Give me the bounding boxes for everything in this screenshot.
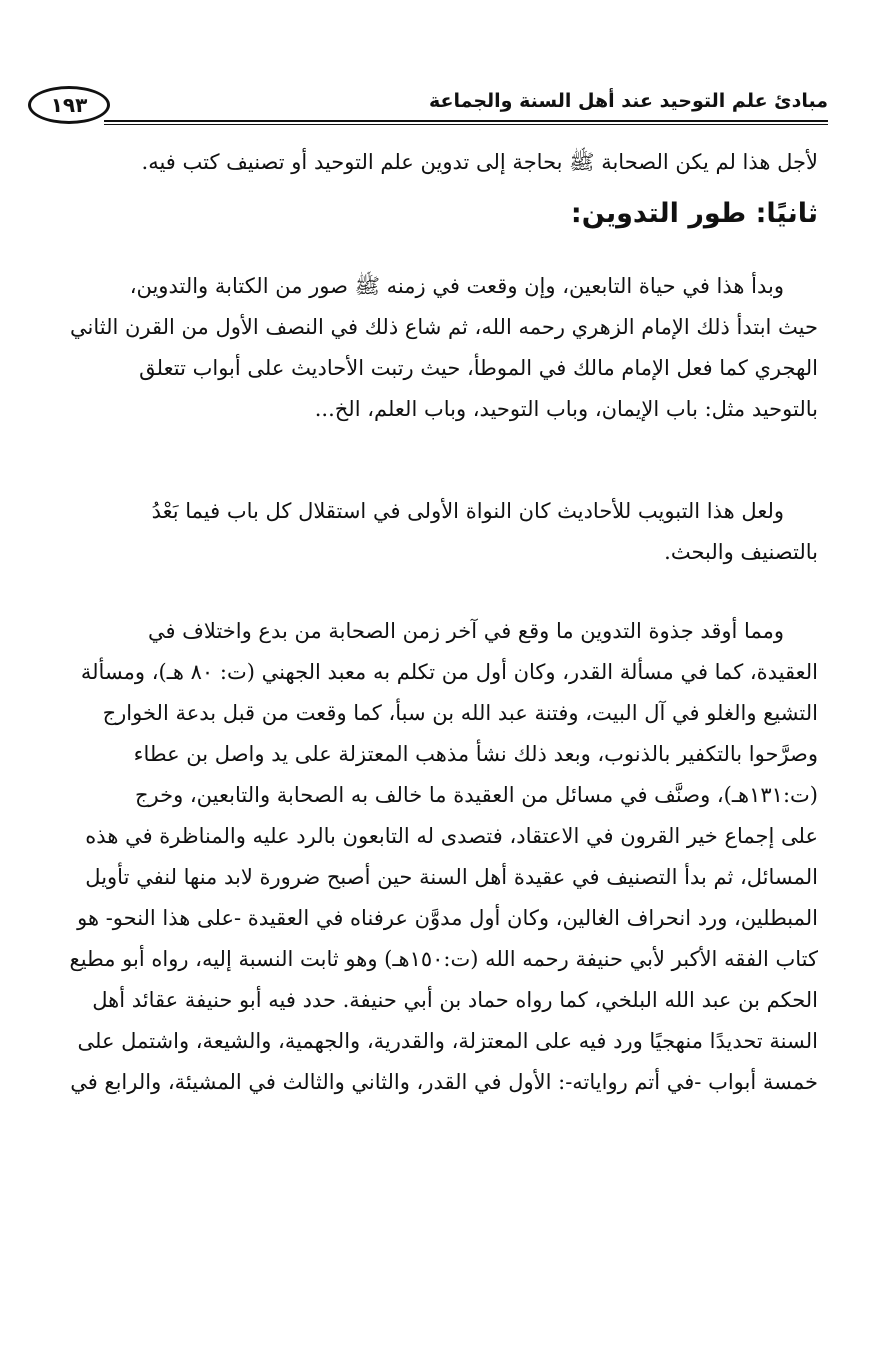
text-line: حيث ابتدأ ذلك الإمام الزهري رحمه الله، ثم شاع ذلك في النصف الأول من القرن الثاني [70,315,818,339]
text-line: الهجري كما فعل الإمام مالك في الموطأ، حيث رتبت الأحاديث على أبواب تتعلق [139,356,818,380]
text-line: على إجماع خير القرون في الاعتقاد، فتصدى له التابعون بالرد عليه والمناظرة في هذه [85,824,818,848]
text-line: المسائل، ثم بدأ التصنيف في عقيدة أهل السنة حين أصبح ضرورة لابد منها لنفي تأويل [85,865,818,889]
text-line: الحكم بن عبد الله البلخي، كما رواه حماد بن أبي حنيفة. حدد فيه أبو حنيفة عقائد أهل [92,988,818,1012]
paragraph-3 [48,611,818,1103]
text-line: ولعل هذا التبويب للأحاديث كان النواة الأولى في استقلال كل باب فيما بَعْدُ [151,499,784,523]
text-line: خمسة أبواب -في أتم رواياته-: الأول في القدر، والثاني والثالث في المشيئة، والرابع في [70,1070,818,1094]
text-line: بالتوحيد مثل: باب الإيمان، وباب التوحيد، وباب العلم، الخ... [314,397,818,421]
text-line: السنة تحديدًا منهجيًا ورد فيه على المعتزلة، والقدرية، والجهمية، والشيعة، واشتمل على [77,1029,818,1053]
header-rule-thin [104,124,828,125]
paragraph-1 [48,266,818,430]
paragraph-2 [48,491,818,573]
text-line: بالتصنيف والبحث. [664,540,818,564]
header-rule [104,120,828,122]
text-line: العقيدة، كما في مسألة القدر، وكان أول من تكلم به معبد الجهني (ت: ٨٠ هـ)، ومسألة [80,660,818,684]
text-line: وبدأ هذا في حياة التابعين، وإن وقعت في زمنه ﷺ صور من الكتابة والتدوين، [129,274,784,298]
text-line: كتاب الفقه الأكبر لأبي حنيفة رحمه الله (ت:١٥٠هـ) وهو ثابت النسبة إليه، رواه أبو مطيع [69,947,818,971]
page-number: ١٩٣ [28,86,110,124]
text-line: لأجل هذا لم يكن الصحابة ﷺ بحاجة إلى تدوين علم التوحيد أو تصنيف كتب فيه. [141,150,818,174]
running-header-title: مبادئ علم التوحيد عند أهل السنة والجماعة [428,90,828,112]
text-line: التشيع والغلو في آل البيت، وفتنة عبد الله بن سبأ، كما وقعت من قبل بدعة الخوارج [102,701,818,725]
intro-paragraph [48,142,818,183]
running-header [28,84,828,130]
text-line: (ت:١٣١هـ)، وصنَّف في مسائل من العقيدة ما خالف به الصحابة والتابعين، وخرج [134,783,818,807]
text-line: المبطلين، ورد انحراف الغالين، وكان أول مدوَّن عرفناه في العقيدة -على هذا النحو- هو [77,906,818,930]
text-line: ومما أوقد جذوة التدوين ما وقع في آخر زمن الصحابة من بدع واختلاف في [147,619,784,643]
text-line: وصرَّحوا بالتكفير بالذنوب، وبعد ذلك نشأ مذهب المعتزلة على يد واصل بن عطاء [133,742,818,766]
section-heading: ثانيًا: طور التدوين: [570,198,818,229]
